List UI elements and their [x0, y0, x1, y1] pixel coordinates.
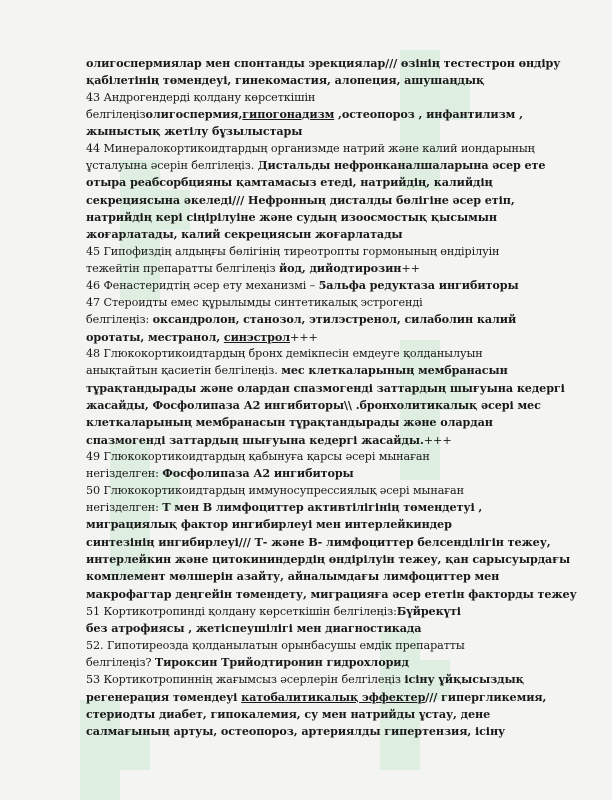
text-segment: секрециясына әкеледі/// Нефронның дисталды бөлігіне әсер етіп, [86, 192, 515, 207]
text-segment: жоғарлатады, калий секрециясын жоғарлатады [86, 227, 403, 242]
text-segment: Бүйрекүті [396, 604, 461, 618]
text-segment: салмағының артуы, остеопороз, артериялды гипертензия, ісіну [86, 724, 506, 739]
text-line [86, 516, 586, 533]
text-line [86, 380, 586, 397]
text-line [86, 483, 586, 499]
text-line [86, 534, 586, 551]
text-segment: жасайды, Фосфолипаза А2 ингибиторы\\ .бронхолитикалық әсері мес [86, 397, 541, 412]
text-segment: /// гипергликемия, [425, 689, 547, 704]
text-segment: Тироксин Трийодтиронин гидрохлорид [154, 655, 409, 670]
text-line [86, 141, 586, 157]
text-segment: комплемент мөлшерін азайту, айналымдағы лимфоциттер мен [86, 569, 500, 584]
text-line [86, 397, 586, 414]
text-segment: оротаты, местранол, [86, 329, 224, 344]
text-segment: миграциялық фактор ингибирлеуі мен интерлейкиндер [86, 517, 452, 532]
text-line [86, 568, 586, 585]
text-line [86, 723, 586, 740]
text-segment: қабілетінің төмендеуі, гинекомастия, алопеция, ашушаңдық [86, 73, 485, 88]
text-segment: йод, дийодтирозин [278, 261, 402, 276]
text-line [86, 638, 586, 654]
text-line [86, 465, 586, 482]
text-segment: Фосфолипаза А2 ингибиторы [162, 466, 354, 481]
text-segment: ұсталуына әсерін белгілеңіз. [86, 159, 258, 173]
text-segment: белгілеңіз: [86, 313, 153, 327]
text-line [86, 499, 586, 516]
text-line [86, 586, 586, 603]
text-line [86, 192, 586, 209]
text-segment: 43 Андрогендерді қолдану көрсеткішін [86, 90, 316, 104]
text-line [86, 620, 586, 637]
text-segment: интерлейкин және цитокининдердің өндірілуін тежеу, қан сарысуырдағы [86, 551, 571, 566]
text-segment: мес клеткаларының мембранасын [281, 363, 508, 378]
text-line [86, 654, 586, 671]
text-line [86, 551, 586, 568]
text-segment: 45 Гипофиздің алдыңғы бөлігінің тиреотропты гормонының өндірілуін [86, 244, 500, 258]
text-segment: ісіну ұйқысыздық [404, 672, 524, 687]
text-segment: синтезінің ингибирлеуі/// Т- және В- лимфоциттер белсенділігін тежеу, [86, 534, 551, 549]
text-segment: без атрофиясы , жетіспеушілігі мен диагностикада [86, 621, 422, 636]
text-segment: Дистальды нефронканалшаларына әсер ете [257, 158, 546, 173]
text-segment: 52. Гипотиреозда қолданылатын орынбасушы емдік препаратты [86, 638, 465, 652]
text-line [86, 244, 586, 260]
text-segment: оксандролон, станозол, этилэстренол, силаболин калий [152, 312, 517, 327]
text-segment: Т мен В лимфоциттер активтілігінің төмендетуі , [162, 499, 483, 514]
text-line [86, 260, 586, 277]
text-line [86, 432, 586, 449]
text-line [86, 414, 586, 431]
text-segment: 53 Кортикотропиннің жағымсыз әсерлерін белгілеңіз [86, 673, 405, 687]
text-segment: 48 Глюкокортикоидтардың бронх демікпесін емдеуге қолданылуын [86, 346, 483, 360]
text-line [86, 277, 586, 294]
text-line [86, 346, 586, 362]
text-segment: отыра реабсорбцияны қамтамасыз етеді, натрийдің, калийдің [86, 175, 493, 190]
text-segment: макрофагтар деңгейін төмендету, миграцияға әсер ететін факторды тежеу [86, 586, 577, 601]
text-segment: тұрақтандырады және олардан спазмогенді заттардың шығуына кедергі [86, 380, 565, 395]
text-segment: гипогонадизм [242, 107, 335, 122]
text-segment: анықтайтын қасиетін белгілеңіз. [86, 364, 282, 378]
text-segment: +++ [290, 330, 318, 344]
text-line [86, 689, 586, 706]
document-text [86, 55, 586, 741]
text-line [86, 72, 586, 89]
text-segment: 5альфа редуктаза ингибиторы [318, 278, 519, 293]
text-segment: +++ [423, 433, 452, 447]
text-segment: 49 Глюкокортикоидтардың қабынуға қарсы әсері мынаған [86, 449, 430, 463]
text-line [86, 706, 586, 723]
text-line [86, 671, 586, 688]
text-segment: ++ [401, 262, 420, 276]
text-segment: тежейтін препаратты белгілеңіз [86, 262, 279, 276]
text-line [86, 209, 586, 226]
text-line [86, 362, 586, 379]
text-segment: 50 Глюкокортикоидтардың иммуносупрессиялық әсері мынаған [86, 483, 464, 497]
text-line [86, 449, 586, 465]
text-line [86, 90, 586, 106]
text-line [86, 226, 586, 243]
text-segment: жыныстық жетілу бұзылыстары [86, 124, 303, 139]
text-segment: синэстрол [223, 329, 290, 344]
text-segment: 51 Кортикотропинді қолдану көрсеткішін белгілеңіз: [86, 605, 397, 618]
text-segment: регенерация төмендеуі [86, 689, 242, 704]
text-segment: натрийдің кері сіңірілуіне және судың изоосмостық қысымын [86, 210, 497, 225]
text-segment: белгілеңіз [86, 108, 146, 122]
text-segment: катобалитикалық эффектер [241, 689, 426, 704]
text-segment: олигоспермия, [145, 107, 243, 122]
text-segment: 46 Фенастеридтің әсер ету механизмі – [86, 279, 319, 293]
text-line [86, 157, 586, 174]
text-segment: клеткаларының мембранасын тұрақтандырады және олардан [86, 415, 493, 430]
text-segment: олигоспермиялар мен спонтанды эрекциялар/// өзінің тестестрон өндіру [86, 56, 561, 70]
text-segment: 47 Стероидты емес құрылымды синтетикалық эстрогенді [86, 295, 423, 309]
text-line [86, 106, 586, 123]
text-segment: спазмогенді заттардың шығуына кедергі жасайды. [86, 432, 424, 447]
text-line [86, 311, 586, 328]
text-segment: белгілеңіз? [86, 656, 155, 670]
text-segment: негізделген: [86, 500, 163, 514]
text-segment: 44 Минералокортикоидтардың организмде натрий және калий иондарының [86, 141, 535, 155]
text-line [86, 174, 586, 191]
text-line [86, 295, 586, 311]
text-line [86, 603, 586, 620]
text-segment: ,остеопороз , инфантилизм , [334, 107, 523, 122]
text-line [86, 123, 586, 140]
text-segment: негізделген: [86, 467, 163, 481]
text-segment: стериодты диабет, гипокалемия, су мен натрийды ұстау, дене [86, 707, 491, 722]
text-line [86, 329, 586, 346]
text-line [86, 55, 586, 72]
